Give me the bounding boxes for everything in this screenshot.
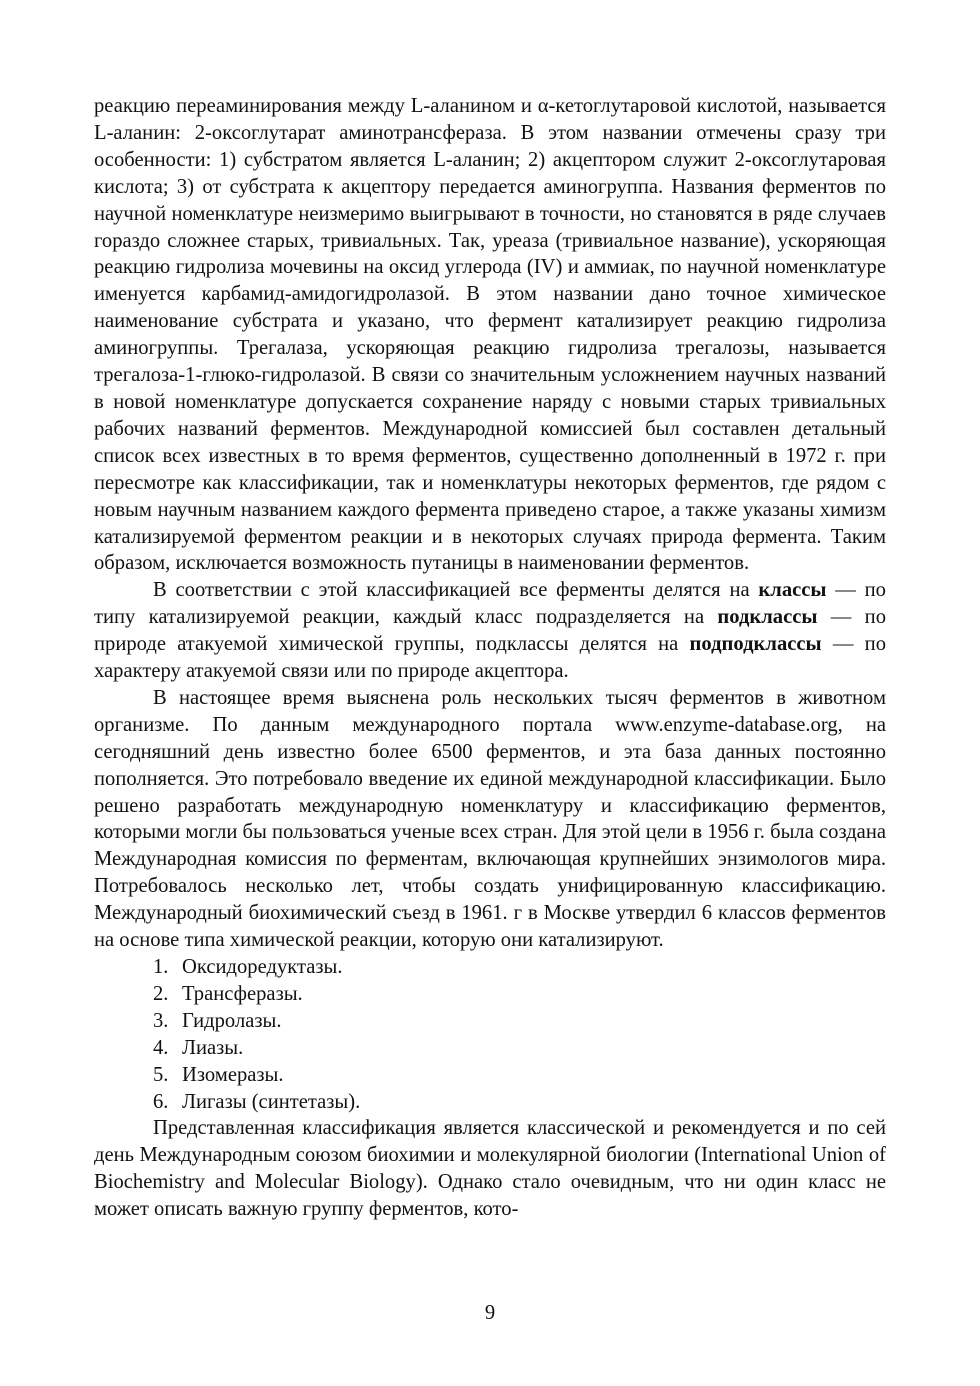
text-segment: — по природе атакуемой химической группы, подклассы делятся на — [94, 606, 886, 656]
list-item — [153, 1089, 886, 1116]
paragraph-iubmb-classification: Представленная классификация является классической и рекомендуется и по сей день Международным союзом биохимии и молекулярной биологии (International Union of Biochemistry and Molecular Biology). Однако стало очевидным, что ни один класс не может описать важную группу ферментов, кото- — [94, 1117, 886, 1221]
list-item-number: 2. — [153, 982, 169, 1005]
list-item-label: Гидролазы. — [182, 1009, 282, 1032]
paragraph-enzyme-nomenclature: реакцию переаминирования между L-аланином и α-кетоглутаровой кислотой, называется L-аланин: 2-оксоглутарат аминотрансфераза. В этом названии отмечены сразу три особенности: 1) субстратом является L-аланин; 2) акцептором служит 2-оксоглутаровая кислота; 3) от субстрата к акцептору передается аминогруппа. Названия ферментов по научной номенклатуре неизмеримо выигрывают в точности, но становятся в ряде случаев гораздо сложнее старых, тривиальных. Так, уреаза (тривиальное название), ускоряющая реакцию гидролиза мочевины на оксид углерода (IV) и аммиак, по научной номенклатуре именуется карбамид-амидогидролазой. В этом названии дано точное химическое наименование субстрата и указано, что фермент катализирует реакцию гидролиза аминогруппы. Трегалаза, ускоряющая реакцию гидролиза трегалозы, называется трегалоза-1-глюко-гидролазой. В связи со значительным усложнением научных названий в новой номенклатуре допускается сохранение наряду с новыми старых тривиальных рабочих названий ферментов. Международной комиссией был составлен детальный список всех известных в то время ферментов, существенно дополненный в 1972 г. при пересмотре как классификации, так и номенклатуры некоторых ферментов, где рядом с новым научным названием каждого фермента приведено старое, а также указаны химизм катализируемой ферментом реакции и в некоторых случаях природа фермента. Таким образом, исключается возможность путаницы в наименовании ферментов. — [94, 95, 886, 575]
paragraph-international-classification: В настоящее время выяснена роль нескольких тысяч ферментов в животном организме. По данным международного портала www.enzyme-database.org, на сегодняшний день известно более 6500 ферментов, и эта база данных постоянно пополняется. Это потребовало введение их единой международной классификации. Было решено разработать международную номенклатуру и классификацию ферментов, которыми могли бы пользоваться ученые всех стран. Для этой цели в 1956 г. была создана Международная комиссия по ферментам, включающая крупнейших энзимологов мира. Потребовалось несколько лет, чтобы создать унифицированную классификацию. Международный биохимический съезд в 1961. г в Москве утвердил 6 классов ферментов на основе типа химической реакции, которую они катализируют. — [94, 686, 886, 952]
list-item-number: 4. — [153, 1036, 169, 1059]
list-item-label: Лиазы. — [182, 1036, 244, 1059]
list-item-number: 1. — [153, 956, 169, 978]
list-item-number: 5. — [153, 1063, 169, 1086]
enzyme-class-list — [94, 954, 886, 1115]
term-subclasses: подклассы — [717, 606, 818, 629]
text-segment: В соответствии с этой классификацией все ферменты делятся на — [153, 579, 759, 602]
list-item — [153, 1062, 886, 1089]
list-item — [153, 954, 886, 981]
list-item — [153, 1035, 886, 1062]
text-segment: — по характеру атакуемой связи или по природе акцептора. — [94, 633, 886, 683]
page-number: 9 — [484, 1302, 496, 1324]
text-segment: — по типу катализируемой реакции, каждый класс подразделяется на — [94, 579, 886, 629]
list-item-number: 6. — [153, 1090, 169, 1113]
list-item-label: Оксидоредуктазы. — [182, 956, 343, 978]
term-sub-subclasses: подподклассы — [689, 633, 822, 656]
paragraph-classification-levels — [94, 577, 886, 685]
list-item — [153, 981, 886, 1008]
document-page — [94, 93, 886, 1223]
list-item-label: Трансферазы. — [182, 982, 303, 1005]
term-classes: классы — [758, 579, 827, 602]
list-item-label: Лигазы (синтетазы). — [182, 1090, 361, 1113]
list-item-label: Изомеразы. — [182, 1063, 284, 1086]
list-item — [153, 1008, 886, 1035]
list-item-number: 3. — [153, 1009, 169, 1032]
